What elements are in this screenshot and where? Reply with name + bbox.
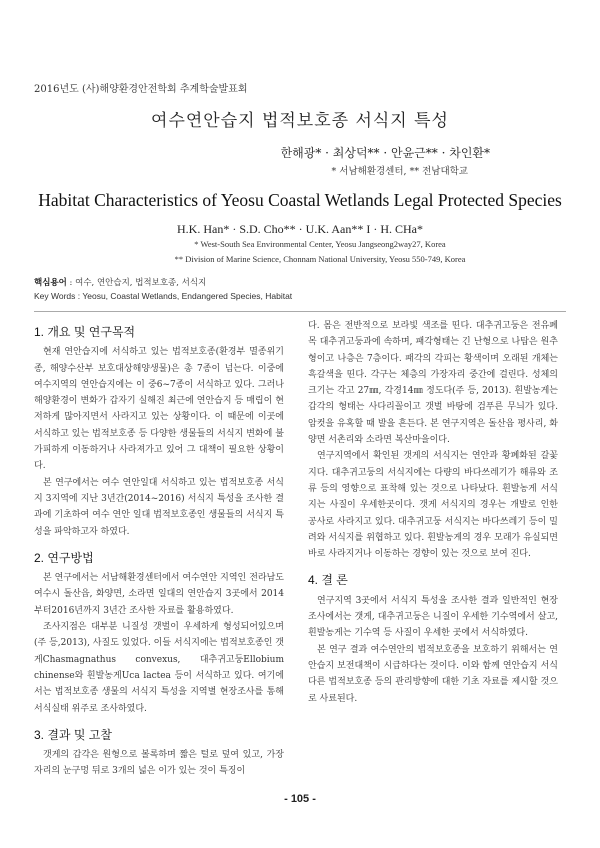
- section-2-paragraph-1: 본 연구에서는 서남해환경센터에서 여수연안 지역인 전라남도 여수시 돌산읍, 화양면, 소라면 일대의 연안습지 3곳에서 2014부터2016년까지 3년간 조사한 자료를 활용하였다.: [34, 573, 284, 616]
- keywords-english-label: Key Words: [34, 291, 76, 301]
- section-4-paragraph-2: 본 연구 결과 여수연안의 법적보호종을 보호하기 위해서는 연안습지 보전대책이 시급하다는 것이다. 이와 함께 연안습지 서식 다른 법적보호종 등의 관리방향에 대한 기초 자료를 제시할 것으로 사료된다.: [308, 644, 558, 704]
- section-3-paragraph-2: 연구지역에서 확인된 갯게의 서식지는 연안과 황폐화된 갈꽃지다. 대추귀고둥의 서식지에는 다량의 바다쓰레기가 해류와 조류 등의 영향으로 표착해 있는 것으로 나타났다. 흰발농게 서식지는 사질이 우세한곳이다. 갯게 서식지의 경우는 개발로 인한 공사로 사라지고 있다. 대추귀고둥 서식지는 바다쓰레기 등이 밀려와 서식지를 위협하고 있다. 흰발농게의 경우 모래가 유실되면 바로 사라지거나 이동하는 경향이 있는 것으로 보여 진다.: [308, 451, 558, 560]
- keywords-korean: [34, 276, 206, 288]
- authors-korean: 한해광* · 최상덕** · 안윤근** · 차인환*: [280, 146, 490, 160]
- page-number: - 105 -: [284, 793, 316, 805]
- section-4-title: 4. 결 론: [308, 573, 348, 588]
- affiliation-english-1: * West-South Sea Environmental Center, Yeosu Jangseong2way27, Korea: [194, 239, 446, 249]
- title-korean: 여수연안습지 법적보호종 서식지 특성: [151, 111, 449, 131]
- keywords-english-text: : Yeosu, Coastal Wetlands, Endangered Species, Habitat: [75, 291, 293, 301]
- keywords-english: [34, 291, 292, 301]
- section-4-paragraph-1: 연구지역 3곳에서 서식지 특성을 조사한 결과 일반적인 현장조사에서는 갯게, 대추귀고둥은 니질이 우세한 기수역에서 살고, 흰발농게는 기수역 등 사질이 우세한 곳에서 서식하였다.: [308, 595, 558, 639]
- authors-english: H.K. Han* · S.D. Cho** · U.K. Aan** I · H. CHa*: [177, 222, 423, 236]
- section-3-paragraph-1-continued: 다. 몸은 전반적으로 보라빛 색조를 띤다. 대추귀고둥은 전유폐목 대추귀고둥과에 속하며, 패각형태는 긴 난형으로 나탑은 원추형이고 나층은 7층이다. 패각의 각피는 황색이며 오래된 개체는 흑갈색을 띤다. 각구는 체층의 가장자리 중간에 걸린다. 성체의 크기는 각고 27㎜, 각경14㎜ 정도다(주 등, 2013). 흰발농게는 갑각의 형태는 사다리꼴이고 갯벌 바탕에 검푸른 무늬가 있다. 암컷을 유혹할 때 발을 흔든다. 본 연구지역은 돌산읍 평사리, 화양면 서촌리와 소라면 복산마을이다.: [308, 321, 558, 446]
- section-1-paragraph-1: 현재 연안습지에 서식하고 있는 법적보호종(환경부 멸종위기종, 해양수산부 보호대상해양생물)은 총 7종이 넘는다. 이중에 여수지역의 연안습지에는 이 중6~7종이 서식하고 있다. 그러나 해양환경이 변화가 갑자기 실해진 최근에 연안습지 등 매립이 현저하게 많아지면서 사라지고 있는 상황이다. 이 때문에 이곳에 서식하고 있는 법적보호종 등 다양한 생물들의 서식지 변화에 불가피하게 이동하거나 사라져가고 있어 그 대책이 필요한 상황이다.: [34, 347, 284, 472]
- keywords-korean-label: 핵심용어: [34, 278, 67, 288]
- conference-header: 2016년도 (사)해양환경안전학회 추계학술발표회: [34, 84, 248, 95]
- left-column: [34, 318, 284, 780]
- section-3-title: 3. 결과 및 고찰: [34, 727, 112, 742]
- section-2-title: 2. 연구방법: [34, 550, 94, 565]
- section-1-title: 1. 개요 및 연구목적: [34, 325, 136, 339]
- keywords-korean-text: : 여수, 연안습지, 법적보호종, 서식지: [66, 278, 207, 288]
- section-2-paragraph-2: 조사지점은 대부분 니질성 갯벌이 우세하게 형성되어있으며(주 등,2013), 사질도 있었다. 이들 서식지에는 법적보호종인 갯게Chasmagnathus convexus, 대추귀고둥Ellobium chinense와 흰발농게Uca lactea 등이 서식하고 있다. 여기에서는 법적보호종 생물의 서식지 특성을 지역별 현장조사를 통해 서식실태 위주로 조사하였다.: [34, 622, 284, 714]
- affiliation-english-2: ** Division of Marine Science, Chonnam National University, Yeosu 550-749, Korea: [174, 254, 466, 264]
- divider: [34, 311, 566, 312]
- section-1-paragraph-2: 본 연구에서는 여수 연안일대 서식하고 있는 법적보호종 서식지 3지역에 지난 3년간(2014~2016) 서식지 특성을 조사한 결과에 기초하여 여수 연안 일대 법적보호종인 생물들의 서식지 특성을 파악하고자 하였다.: [34, 477, 284, 537]
- title-english: Habitat Characteristics of Yeosu Coastal Wetlands Legal Protected Species: [38, 190, 562, 210]
- section-3-paragraph-1: 갯게의 갑각은 원형으로 볼록하며 짧은 털로 덮여 있고, 가장자리의 눈구멍 뒤로 3개의 넓은 이가 있는 것이 특징이: [34, 750, 284, 777]
- affiliation-korean: * 서남해환경센터, ** 전남대학교: [331, 166, 468, 177]
- right-column: [308, 318, 558, 707]
